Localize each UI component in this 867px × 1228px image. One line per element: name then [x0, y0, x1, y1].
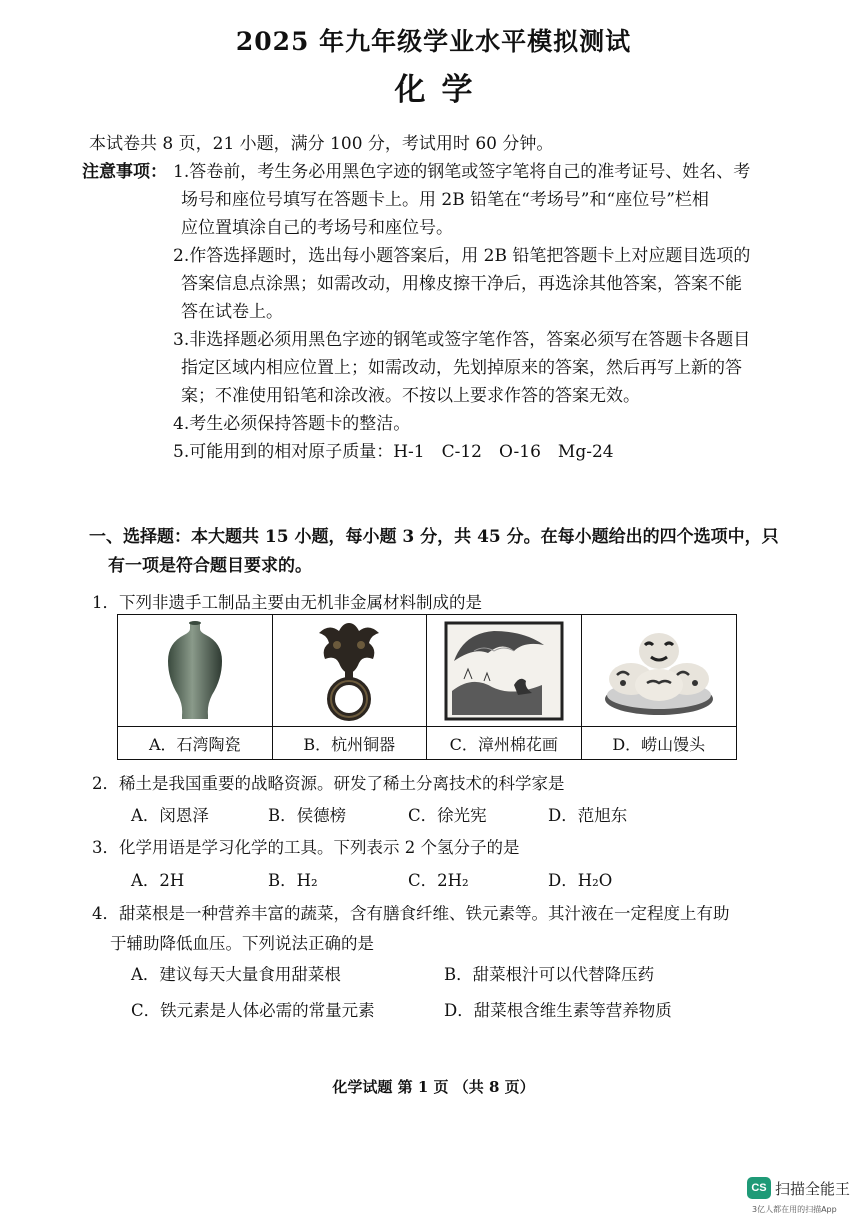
notes-label: 注意事项：: [82, 162, 167, 182]
note-line: 2.作答选择题时，选出每小题答案后，用 2B 铅笔把答题卡上对应题目选项的: [173, 246, 751, 266]
question-4-option-a: A．建议每天大量食用甜菜根: [131, 965, 341, 984]
note-line: 5.可能用到的相对原子质量：H-1 C-12 O-16 Mg-24: [173, 442, 614, 462]
question-4-option-d: D．甜菜根含维生素等营养物质: [444, 1001, 672, 1020]
exam-intro: 本试卷共 8 页，21 小题，满分 100 分，考试用时 60 分钟。: [89, 134, 554, 154]
question-1-stem: 1．下列非遗手工制品主要由无机非金属材料制成的是: [92, 593, 482, 612]
note-line: 案；不准使用铅笔和涂改液。不按以上要求作答的答案无效。: [181, 386, 640, 406]
question-2-option-a: A．闵恩泽: [131, 806, 209, 825]
note-line: 1.答卷前，考生务必用黑色字迹的钢笔或签字笔将自己的准考证号、姓名、考: [173, 162, 751, 182]
question-3-option-d: D．H₂O: [548, 871, 613, 890]
question-3-option-c: C．2H₂: [408, 871, 469, 890]
option-a-image: [118, 615, 273, 727]
note-line: 4.考生必须保持答题卡的整洁。: [173, 414, 411, 434]
question-4-stem: 4．甜菜根是一种营养丰富的蔬菜，含有膳食纤维、铁元素等。其汁液在一定程度上有助: [92, 904, 730, 923]
question-4-option-b: B．甜菜根汁可以代替降压药: [444, 965, 655, 984]
mantou-tiger-icon: [599, 621, 719, 721]
question-3-option-a: A．2H: [131, 871, 185, 890]
option-b-label: B．杭州铜器: [273, 727, 428, 759]
section-heading: 一、选择题：本大题共 15 小题，每小题 3 分，共 45 分。在每小题给出的四个选项中，只: [89, 527, 779, 547]
question-4-option-c: C．铁元素是人体必需的常量元素: [131, 1001, 375, 1020]
camscanner-tagline: 3亿人都在用的扫描App: [752, 1205, 837, 1214]
option-d-label: D．崂山馒头: [612, 734, 706, 754]
question-2-option-d: D．范旭东: [548, 806, 628, 825]
note-line: 答在试卷上。: [181, 302, 283, 322]
copper-knocker-icon: [299, 619, 399, 723]
note-line: 指定区域内相应位置上；如需改动，先划掉原来的答案，然后再写上新的答: [181, 358, 742, 378]
porcelain-vase-icon: [160, 619, 230, 723]
subject-title: 化学: [394, 72, 489, 108]
note-line: 应位置填涂自己的考场号和座位号。: [181, 218, 453, 238]
camscanner-name: 扫描全能王: [775, 1180, 851, 1198]
question-1-image-table: [117, 614, 737, 760]
option-c-image: [427, 615, 582, 727]
question-3-option-b: B．H₂: [268, 871, 318, 890]
question-4-stem-cont: 于辅助降低血压。下列说法正确的是: [110, 934, 374, 953]
camscanner-logo-icon: CS: [747, 1177, 771, 1199]
question-2-stem: 2．稀土是我国重要的战略资源。研发了稀土分离技术的科学家是: [92, 774, 565, 793]
page-footer: 化学试题 第 1 页 （共 8 页）: [332, 1078, 535, 1096]
option-b-image: [273, 615, 428, 727]
section-heading-cont: 有一项是符合题目要求的。: [108, 556, 312, 576]
option-a-label: A．石湾陶瓷: [118, 727, 273, 759]
note-line: 场号和座位号填写在答题卡上。用 2B 铅笔在“考场号”和“座位号”栏相: [181, 190, 709, 210]
note-line: 3.非选择题必须用黑色字迹的钢笔或签字笔作答，答案必须写在答题卡各题目: [173, 330, 751, 350]
option-d-image: [582, 615, 737, 727]
option-c-label: C．漳州棉花画: [427, 727, 582, 759]
exam-title: 2025 年九年级学业水平模拟测试: [235, 27, 632, 56]
question-2-option-c: C．徐光宪: [408, 806, 487, 825]
cotton-painting-icon: [444, 621, 564, 721]
question-3-stem: 3．化学用语是学习化学的工具。下列表示 2 个氢分子的是: [92, 838, 520, 857]
question-2-option-b: B．侯德榜: [268, 806, 347, 825]
note-line: 答案信息点涂黑；如需改动，用橡皮擦干净后，再选涂其他答案，答案不能: [181, 274, 742, 294]
